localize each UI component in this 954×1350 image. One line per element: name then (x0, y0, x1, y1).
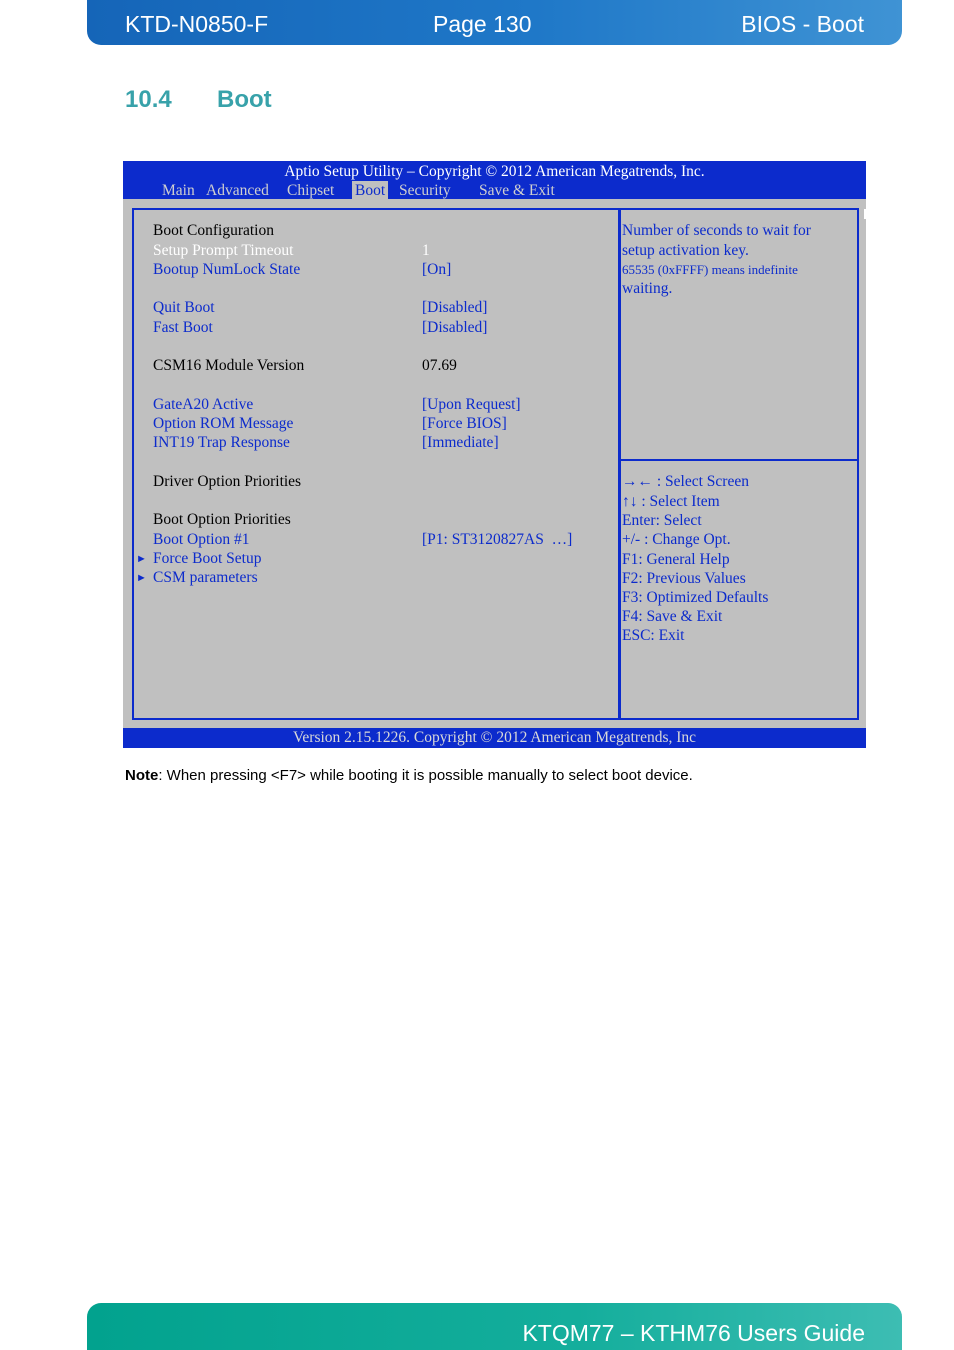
key-hint: ESC: Exit (622, 627, 685, 644)
key-hint: F1: General Help (622, 551, 730, 568)
force-boot-setup-item[interactable]: Force Boot Setup (153, 550, 262, 567)
submenu-arrow-icon: ► (136, 553, 147, 565)
driver-option-priorities-heading: Driver Option Priorities (153, 473, 302, 490)
help-text-line: Number of seconds to wait for (622, 222, 811, 239)
tab-main[interactable]: Main (162, 182, 195, 199)
key-hint: F3: Optimized Defaults (622, 589, 769, 606)
bootup-numlock-label[interactable]: Bootup NumLock State (153, 261, 301, 278)
header-section: BIOS - Boot (741, 11, 864, 37)
quit-boot-value[interactable]: [Disabled] (422, 299, 488, 316)
boot-option-1-value[interactable]: [P1: ST3120827AS …] (422, 531, 573, 548)
tab-chipset[interactable]: Chipset (287, 182, 335, 199)
bios-title: Aptio Setup Utility – Copyright © 2012 American Megatrends, Inc. (284, 163, 705, 180)
note-text: : When pressing <F7> while booting it is possible manually to select boot device. (158, 767, 693, 784)
option-rom-value[interactable]: [Force BIOS] (422, 415, 507, 432)
key-hint: Enter: Select (622, 512, 702, 529)
quit-boot-label[interactable]: Quit Boot (153, 299, 215, 316)
bootup-numlock-value[interactable]: [On] (422, 261, 452, 278)
gatea20-value[interactable]: [Upon Request] (422, 396, 521, 413)
bios-title-bar (123, 161, 866, 199)
help-text-line: setup activation key. (622, 242, 749, 259)
edge-mark (864, 209, 866, 219)
page-footer (87, 1303, 902, 1350)
submenu-arrow-icon: ► (136, 572, 147, 584)
guide-title: KTQM77 – KTHM76 Users Guide (522, 1320, 865, 1346)
key-hint: ↑↓ : Select Item (622, 493, 720, 510)
page-header (87, 0, 902, 45)
int19-label[interactable]: INT19 Trap Response (153, 434, 290, 451)
csm16-version-label: CSM16 Module Version (153, 357, 305, 374)
boot-option-priorities-heading: Boot Option Priorities (153, 511, 291, 528)
tab-boot[interactable]: Boot (352, 181, 388, 200)
setup-prompt-timeout-value[interactable]: 1 (422, 242, 430, 259)
help-text-line: waiting. (622, 280, 673, 297)
page-number: Page 130 (433, 11, 532, 37)
bios-version-bar: Version 2.15.1226. Copyright © 2012 American Megatrends, Inc (123, 728, 866, 748)
note-paragraph (125, 767, 693, 784)
tab-security[interactable]: Security (399, 182, 451, 199)
csm16-version-value: 07.69 (422, 357, 457, 374)
section-number: 10.4 (125, 86, 172, 113)
key-hint: →← : Select Screen (622, 473, 749, 490)
csm-parameters-item[interactable]: CSM parameters (153, 569, 258, 586)
setup-prompt-timeout-label[interactable]: Setup Prompt Timeout (153, 242, 294, 259)
key-hint: F4: Save & Exit (622, 608, 723, 625)
key-hint: +/- : Change Opt. (622, 531, 731, 548)
help-text-line: 65535 (0xFFFF) means indefinite (622, 262, 798, 277)
note-label: Note (125, 767, 159, 784)
section-title-text: Boot (217, 86, 272, 113)
boot-configuration-heading: Boot Configuration (153, 222, 274, 239)
fast-boot-label[interactable]: Fast Boot (153, 319, 213, 336)
tab-advanced[interactable]: Advanced (206, 182, 269, 199)
bios-screenshot (123, 161, 866, 748)
fast-boot-value[interactable]: [Disabled] (422, 319, 488, 336)
doc-id: KTD-N0850-F (125, 11, 269, 37)
tab-save-exit[interactable]: Save & Exit (479, 182, 555, 199)
int19-value[interactable]: [Immediate] (422, 434, 499, 451)
boot-option-1-label[interactable]: Boot Option #1 (153, 531, 250, 548)
gatea20-label[interactable]: GateA20 Active (153, 396, 254, 413)
option-rom-label[interactable]: Option ROM Message (153, 415, 294, 432)
key-hint: F2: Previous Values (622, 570, 746, 587)
section-heading (125, 86, 272, 114)
settings-panel (132, 208, 620, 720)
